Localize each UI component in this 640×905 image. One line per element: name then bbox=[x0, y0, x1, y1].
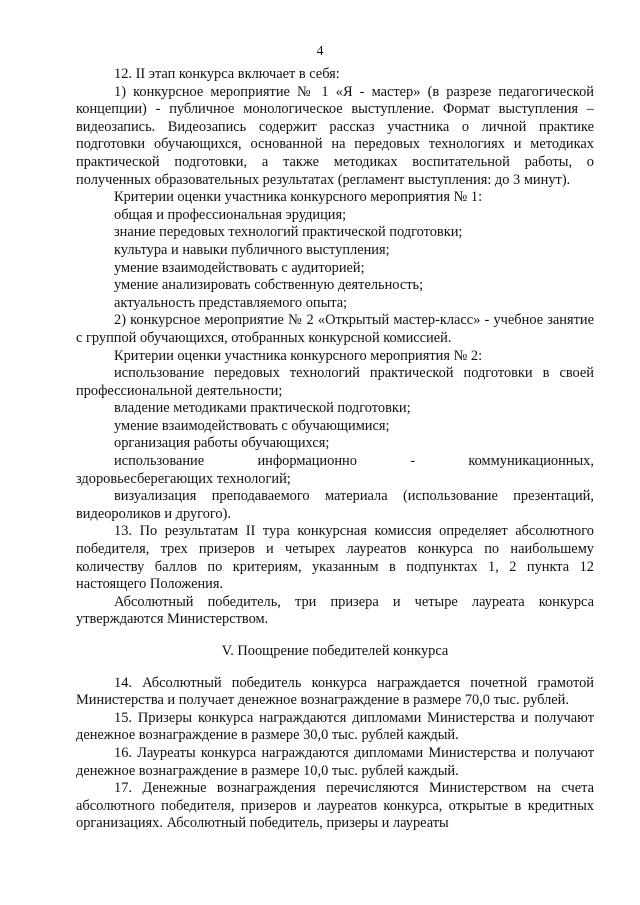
paragraph: 1) конкурсное мероприятие № 1 «Я - мастер» (в разрезе педагогической концепции) - публичное монологическое выступление. Формат выступления – видеозапись. Видеозапись содержит рассказ участника о личной практике подготовки обучающихся, основанной на передовых технологиях и методиках практической подготовки, а также методиках воспитательной работы, о полученных образовательных результатах (регламент выступления: до 3 минут). bbox=[76, 83, 594, 188]
list-item: владение методиками практической подготовки; bbox=[114, 400, 411, 417]
paragraph: 13. По результатам II тура конкурсная комиссия определяет абсолютного победителя, трех призеров и четырех лауреатов конкурса по наибольшему количеству баллов по критериям, указанным в подпунктах 1, 2 пункта 12 настоящего Положения. bbox=[76, 523, 594, 593]
word: информационно bbox=[257, 453, 357, 470]
list-item: организация работы обучающихся; bbox=[114, 435, 330, 452]
paragraph: 2) конкурсное мероприятие № 2 «Открытый мастер-класс» - учебное занятие с группой обучающихся, отобранных конкурсной комиссией. bbox=[76, 312, 594, 346]
list-item: умение взаимодействовать с аудиторией; bbox=[114, 259, 365, 276]
word: коммуникационных, bbox=[468, 453, 594, 470]
paragraph: 12. II этап конкурса включает в себя: bbox=[114, 66, 340, 82]
word: - bbox=[410, 453, 416, 470]
list-item-continuation: здоровьесберегающих технологий; bbox=[76, 470, 291, 487]
paragraph: Критерии оценки участника конкурсного мероприятия № 2: bbox=[114, 347, 483, 364]
document-body bbox=[76, 66, 594, 833]
list-item: знание передовых технологий практической подготовки; bbox=[114, 224, 463, 241]
paragraph: 16. Лауреаты конкурса награждаются дипломами Министерства и получают денежное вознаграждение в размере 10,0 тыс. рублей каждый. bbox=[76, 744, 594, 779]
spread-line bbox=[76, 453, 594, 471]
list-item: культура и навыки публичного выступления; bbox=[114, 241, 390, 258]
paragraph: Абсолютный победитель, три призера и четыре лауреата конкурса утверждаются Министерством. bbox=[76, 593, 594, 628]
list-item: умение анализировать собственную деятельность; bbox=[114, 277, 424, 294]
paragraph: 14. Абсолютный победитель конкурса награждается почетной грамотой Министерства и получает денежное вознаграждение в размере 70,0 тыс. рублей. bbox=[76, 674, 594, 709]
page-number: 4 bbox=[316, 44, 324, 59]
list-item: визуализация преподаваемого материала (использование презентаций, видеороликов и другого). bbox=[76, 488, 594, 522]
word: использование bbox=[114, 453, 205, 470]
list-item: умение взаимодействовать с обучающимися; bbox=[114, 417, 390, 434]
list-item: использование передовых технологий практической подготовки в своей профессиональной деятельности; bbox=[76, 365, 594, 399]
section-heading: V. Поощрение победителей конкурса bbox=[221, 643, 449, 659]
paragraph: Критерии оценки участника конкурсного мероприятия № 1: bbox=[114, 189, 483, 206]
paragraph: 17. Денежные вознаграждения перечисляются Министерством на счета абсолютного победителя, призеров и лауреатов конкурса, открытые в кредитных организациях. Абсолютный победитель, призеры и лауреаты bbox=[76, 780, 594, 832]
paragraph: 15. Призеры конкурса награждаются дипломами Министерства и получают денежное вознаграждение в размере 30,0 тыс. рублей каждый. bbox=[76, 709, 594, 744]
list-item: общая и профессиональная эрудиция; bbox=[114, 206, 347, 223]
list-item: актуальность представляемого опыта; bbox=[114, 294, 348, 311]
